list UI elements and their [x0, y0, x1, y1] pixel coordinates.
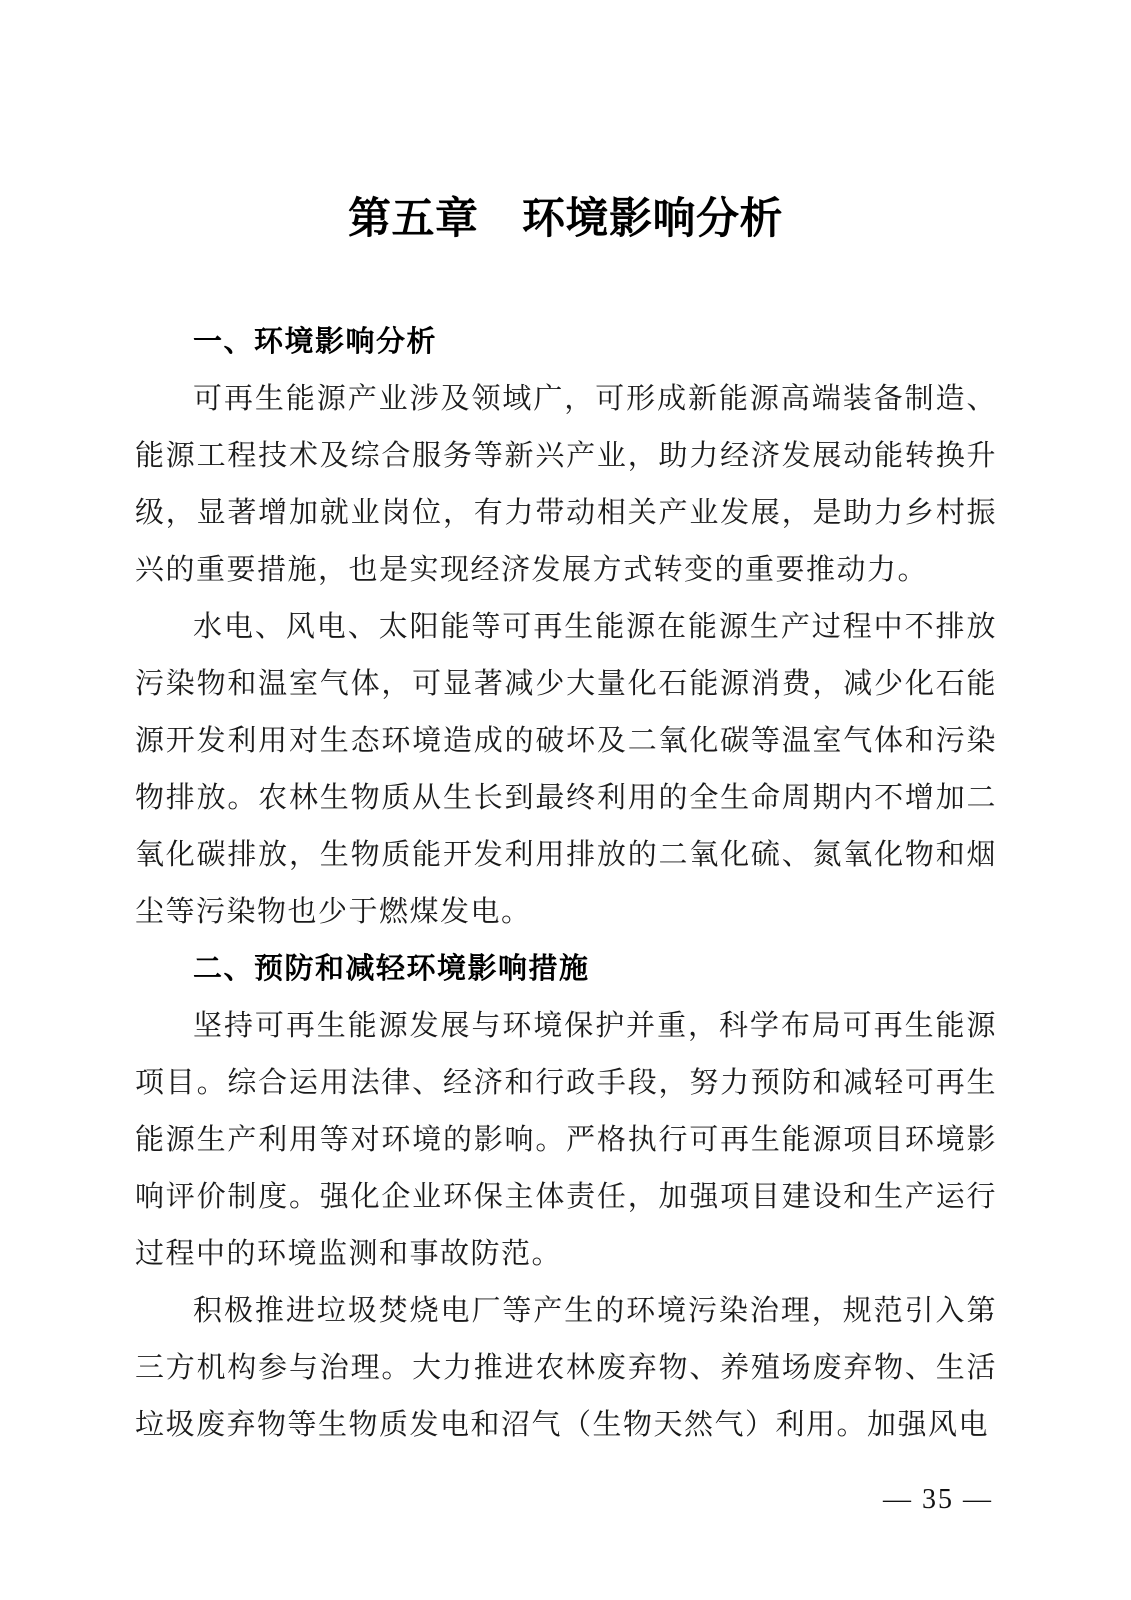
paragraph-2-1: 坚持可再生能源发展与环境保护并重，科学布局可再生能源项目。综合运用法律、经济和行政手段，努力预防和减轻可再生能源生产利用等对环境的影响。严格执行可再生能源项目环境影响评价制度。强化企业环保主体责任，加强项目建设和生产运行过程中的环境监测和事故防范。 — [135, 1010, 997, 1270]
paragraph-1-1: 可再生能源产业涉及领域广，可形成新能源高端装备制造、能源工程技术及综合服务等新兴产业，助力经济发展动能转换升级，显著增加就业岗位，有力带动相关产业发展，是助力乡村振兴的重要措施，也是实现经济发展方式转变的重要推动力。 — [135, 383, 997, 586]
paragraph-1-2: 水电、风电、太阳能等可再生能源在能源生产过程中不排放污染物和温室气体，可显著减少大量化石能源消费，减少化石能源开发利用对生态环境造成的破坏及二氧化碳等温室气体和污染物排放。农林生物质从生长到最终利用的全生命周期内不增加二氧化碳排放，生物质能开发利用排放的二氧化硫、氮氧化物和烟尘等污染物也少于燃煤发电。 — [135, 611, 997, 928]
section-heading-2: 二、预防和减轻环境影响措施 — [193, 953, 590, 985]
chapter-title: 第五章 环境影响分析 — [348, 196, 783, 243]
paragraph-2-2: 积极推进垃圾焚烧电厂等产生的环境污染治理，规范引入第三方机构参与治理。大力推进农林废弃物、养殖场废弃物、生活垃圾废弃物等生物质发电和沼气（生物天然气）利用。加强风电 — [135, 1295, 997, 1441]
page-number: — 35 — — [883, 1484, 993, 1515]
document-body — [135, 314, 997, 1454]
section-heading-1: 一、环境影响分析 — [193, 326, 438, 358]
